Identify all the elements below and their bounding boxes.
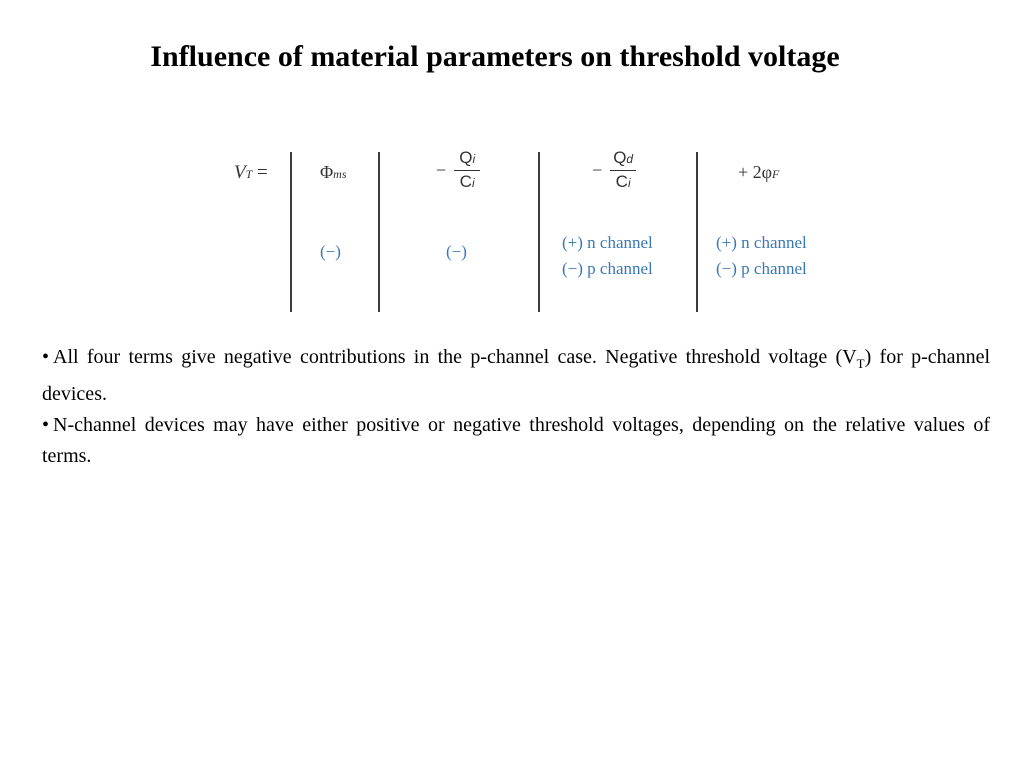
bullet-item bbox=[42, 342, 990, 410]
sign-p-channel: (−) p channel bbox=[716, 259, 807, 278]
fraction-bar bbox=[610, 170, 636, 171]
bullet-text: All four terms give negative contributions in the p-channel case. Negative threshold voltage (V bbox=[53, 346, 857, 368]
sign-n-channel: (+) n channel bbox=[562, 233, 653, 252]
bullet-marker: • bbox=[42, 414, 50, 436]
column-divider-2 bbox=[378, 152, 380, 312]
fraction-denominator: Ci bbox=[615, 172, 631, 191]
fraction-bar bbox=[454, 170, 480, 171]
equals-sign: = bbox=[257, 162, 268, 183]
minus-sign: − bbox=[436, 160, 447, 180]
vt-subscript: T bbox=[856, 356, 865, 371]
bullet-text: ) for p-channel devices. bbox=[42, 346, 990, 405]
column-divider-4 bbox=[696, 152, 698, 312]
bullet-text: N-channel devices may have either positive or negative threshold voltages, depending on the relative values of terms. bbox=[42, 414, 990, 467]
sign-term-4 bbox=[716, 230, 807, 282]
threshold-voltage-equation bbox=[220, 140, 860, 320]
sign-p-channel: (−) p channel bbox=[562, 259, 653, 278]
term-qi-ci bbox=[436, 148, 480, 193]
term-phi-ms bbox=[320, 162, 347, 183]
bullet-marker: • bbox=[42, 346, 50, 368]
fraction-numerator: Qd bbox=[613, 148, 634, 167]
term-qd-ci bbox=[592, 148, 636, 193]
sign-n-channel: (+) n channel bbox=[716, 233, 807, 252]
vt-subscript: T bbox=[245, 167, 253, 181]
fraction-numerator: Qi bbox=[459, 148, 476, 167]
bullet-item bbox=[42, 410, 990, 472]
phi-symbol: Φ bbox=[320, 162, 334, 182]
minus-sign: − bbox=[592, 160, 603, 180]
vt-symbol: V bbox=[234, 162, 246, 183]
phi-f-subscript: F bbox=[772, 167, 780, 181]
column-divider-1 bbox=[290, 152, 292, 312]
term-2phi-f bbox=[738, 162, 779, 183]
fraction-denominator: Ci bbox=[459, 172, 475, 191]
bullet-list bbox=[42, 342, 990, 472]
vt-lhs bbox=[234, 162, 268, 184]
sign-term-3 bbox=[562, 230, 653, 282]
column-divider-3 bbox=[538, 152, 540, 312]
sign-term-1: (−) bbox=[320, 242, 341, 261]
sign-term-2: (−) bbox=[446, 242, 467, 261]
two-phi: + 2φ bbox=[738, 162, 773, 182]
slide-title: Influence of material parameters on threshold voltage bbox=[150, 40, 840, 73]
phi-subscript: ms bbox=[333, 167, 347, 181]
